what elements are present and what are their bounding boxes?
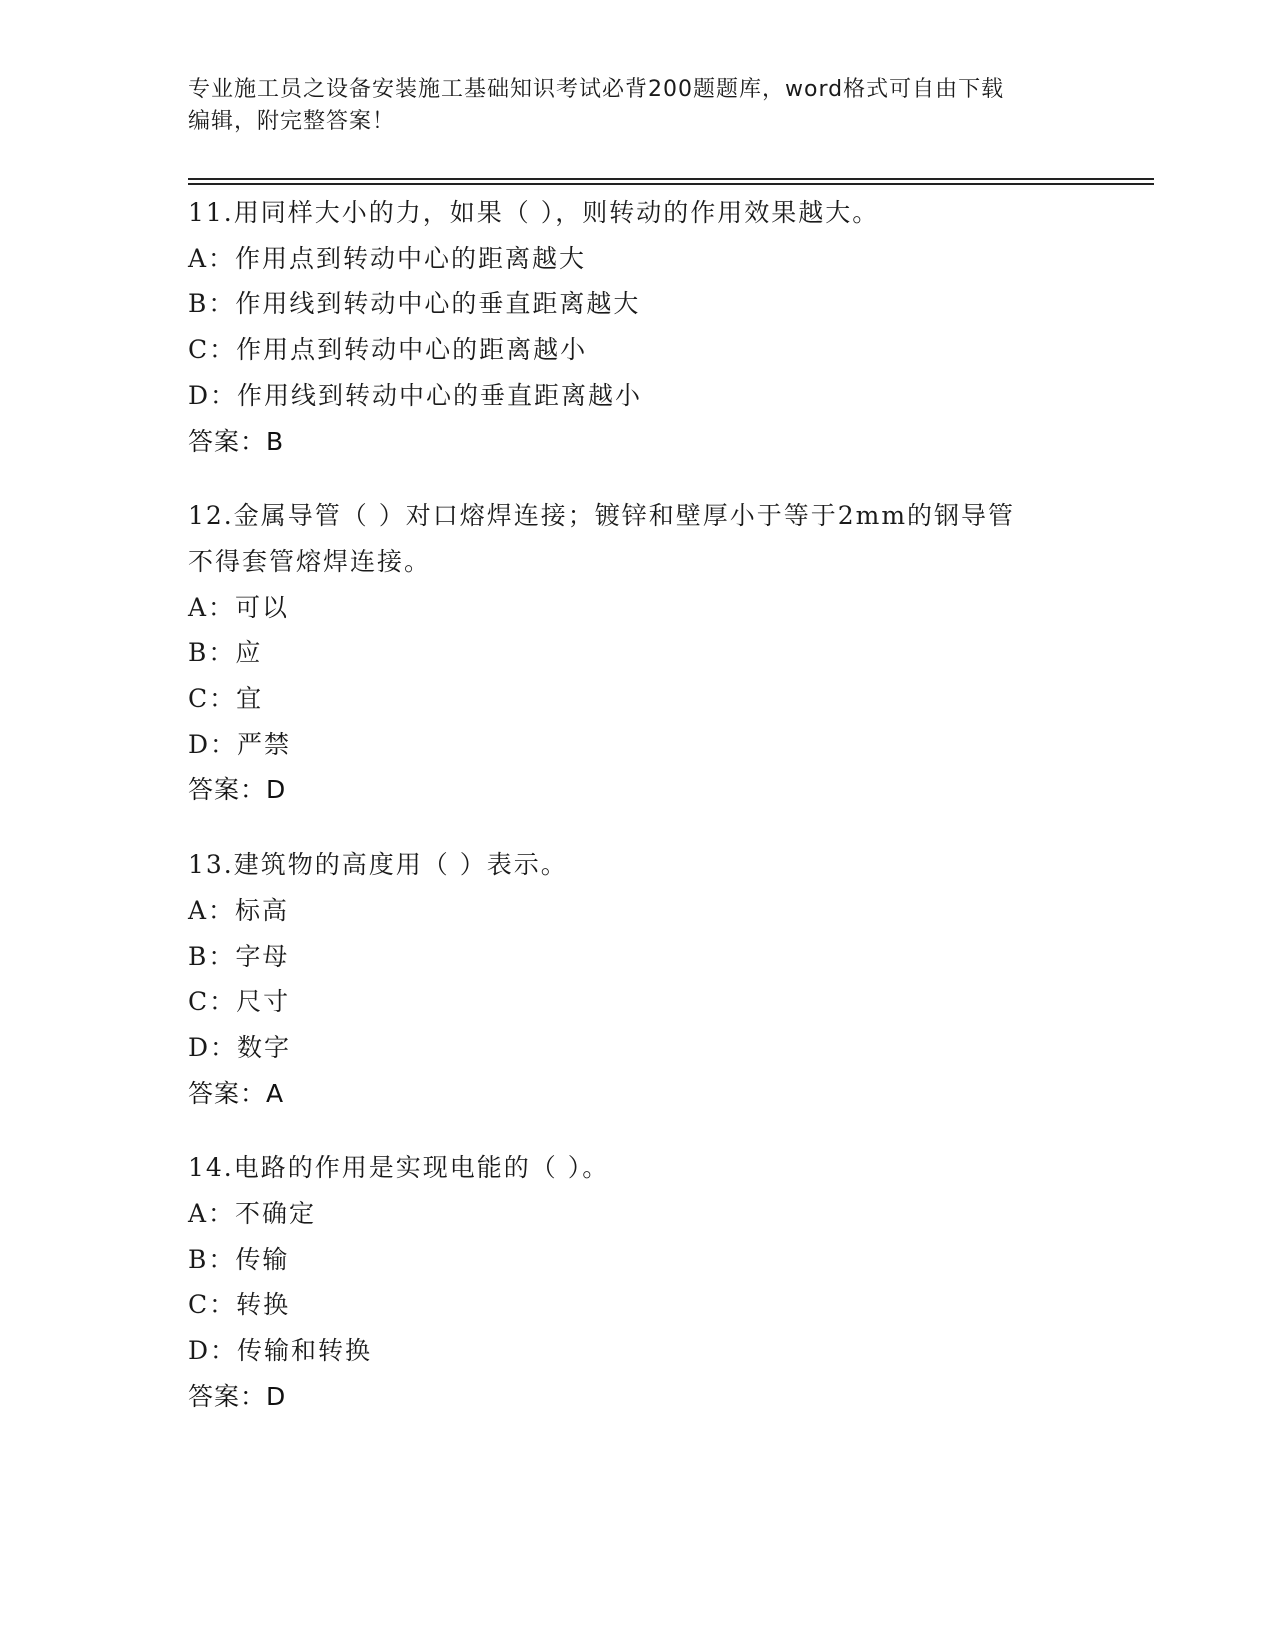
option-a: A：不确定	[188, 1199, 317, 1229]
header-divider-top	[188, 178, 1154, 180]
option-d: D：作用线到转动中心的垂直距离越小	[188, 380, 643, 410]
question-13	[188, 842, 1088, 1116]
option-c: C：转换	[188, 1290, 291, 1320]
question-14	[188, 1145, 1088, 1419]
question-stem: 14.电路的作用是实现电能的（ ）。	[188, 1153, 610, 1183]
question-11	[188, 190, 1088, 464]
option-b: B：应	[188, 638, 263, 668]
option-b: B：传输	[188, 1244, 290, 1274]
option-d: D：数字	[188, 1032, 292, 1062]
question-stem: 12.金属导管（ ）对口熔焊连接；镀锌和壁厚小于等于2mm的钢导管	[188, 501, 1016, 531]
header-divider-bottom	[188, 183, 1154, 185]
answer-line: 答案：B	[188, 426, 285, 456]
question-12	[188, 493, 1088, 813]
option-d: D：严禁	[188, 729, 292, 759]
option-a: A：可以	[188, 592, 290, 622]
answer-line: 答案：A	[188, 1078, 285, 1108]
header-title-line-2: 编辑，附完整答案！	[188, 109, 396, 134]
header-title-line-1: 专业施工员之设备安装施工基础知识考试必背200题题库，word格式可自由下载	[188, 77, 1005, 102]
option-c: C：作用点到转动中心的距离越小	[188, 335, 588, 365]
option-c: C：尺寸	[188, 987, 291, 1017]
question-stem-continued: 不得套管熔焊连接。	[188, 546, 432, 576]
option-d: D：传输和转换	[188, 1336, 373, 1366]
option-a: A：作用点到转动中心的距离越大	[188, 243, 587, 273]
question-stem: 11.用同样大小的力，如果（ ），则转动的作用效果越大。	[188, 198, 880, 227]
answer-line: 答案：D	[188, 1381, 287, 1411]
question-stem: 13.建筑物的高度用（ ）表示。	[188, 850, 568, 880]
option-b: B：作用线到转动中心的垂直距离越大	[188, 289, 641, 319]
document-header	[188, 74, 1088, 138]
answer-line: 答案：D	[188, 775, 287, 805]
option-b: B：字母	[188, 941, 290, 971]
option-a: A：标高	[188, 895, 290, 925]
option-c: C：宜	[188, 684, 264, 714]
question-list	[188, 190, 1088, 1449]
